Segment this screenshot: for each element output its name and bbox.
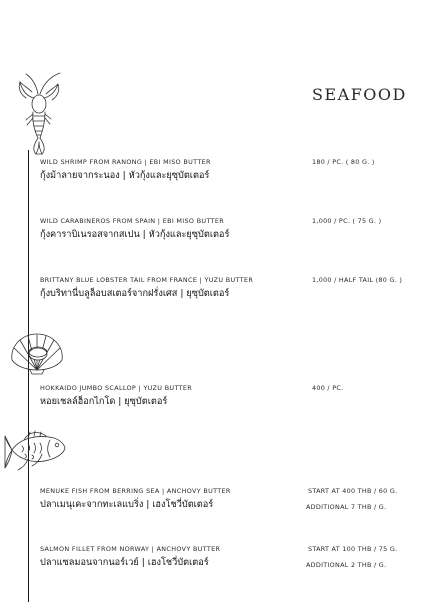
- lobster-illustration: [14, 72, 64, 162]
- item-price: 400 / PC.: [312, 384, 344, 392]
- item-price: 180 / PC. ( 80 G. ): [312, 158, 375, 166]
- item-price-additional: ADDITIONAL 7 THB / G.: [306, 503, 387, 511]
- item-name-th: หอยเชลล์ฮ็อกไกโด | ยุซุบัตเตอร์: [40, 396, 168, 407]
- item-price: START AT 400 THB / 60 G.: [308, 487, 398, 495]
- item-name-th: กุ้งคาราบิเนรอสจากสเปน | หัวกุ้งและยุซุบัตเตอร์: [40, 229, 230, 240]
- item-name-th: กุ้งบริทานี่บลูล็อบสเตอร์จากฝรั่งเศส | ยุซุบัตเตอร์: [40, 288, 230, 299]
- item-name-en: SALMON FILLET FROM NORWAY | ANCHOVY BUTTER: [40, 545, 221, 553]
- item-name-th: ปลาเมนุเคะจากทะเลแบริ่ง | เฮงโชวี่บัตเตอร์: [40, 499, 214, 510]
- item-name-en: MENUKE FISH FROM BERRING SEA | ANCHOVY BUTTER: [40, 487, 231, 495]
- item-name-en: HOKKAIDO JUMBO SCALLOP | YUZU BUTTER: [40, 384, 193, 392]
- item-price: 1,000 / HALF TAIL (80 G. ): [312, 276, 403, 284]
- item-name-en: WILD SHRIMP FROM RANONG | EBI MISO BUTTER: [40, 158, 211, 166]
- item-name-th: กุ้งม้าลายจากระนอง | หัวกุ้งและยุซุบัตเตอร์: [40, 170, 210, 181]
- item-price: START AT 100 THB / 75 G.: [308, 545, 398, 553]
- fish-illustration: [4, 428, 68, 474]
- item-price: 1,000 / PC. ( 75 G. ): [312, 217, 382, 225]
- page-title: SEAFOOD: [312, 85, 407, 104]
- left-divider-line: [28, 150, 29, 602]
- menu-item: [40, 384, 420, 409]
- item-price-additional: ADDITIONAL 2 THB / G.: [306, 561, 387, 569]
- item-name-en: BRITTANY BLUE LOBSTER TAIL FROM FRANCE | YUZU BUTTER: [40, 276, 254, 284]
- scallop-shell-illustration: [8, 330, 66, 374]
- item-name-en: WILD CARABINEROS FROM SPAIN | EBI MISO BUTTER: [40, 217, 225, 225]
- item-name-th: ปลาแซลมอนจากนอร์เวย์ | เฮงโชวี่บัตเตอร์: [40, 557, 209, 568]
